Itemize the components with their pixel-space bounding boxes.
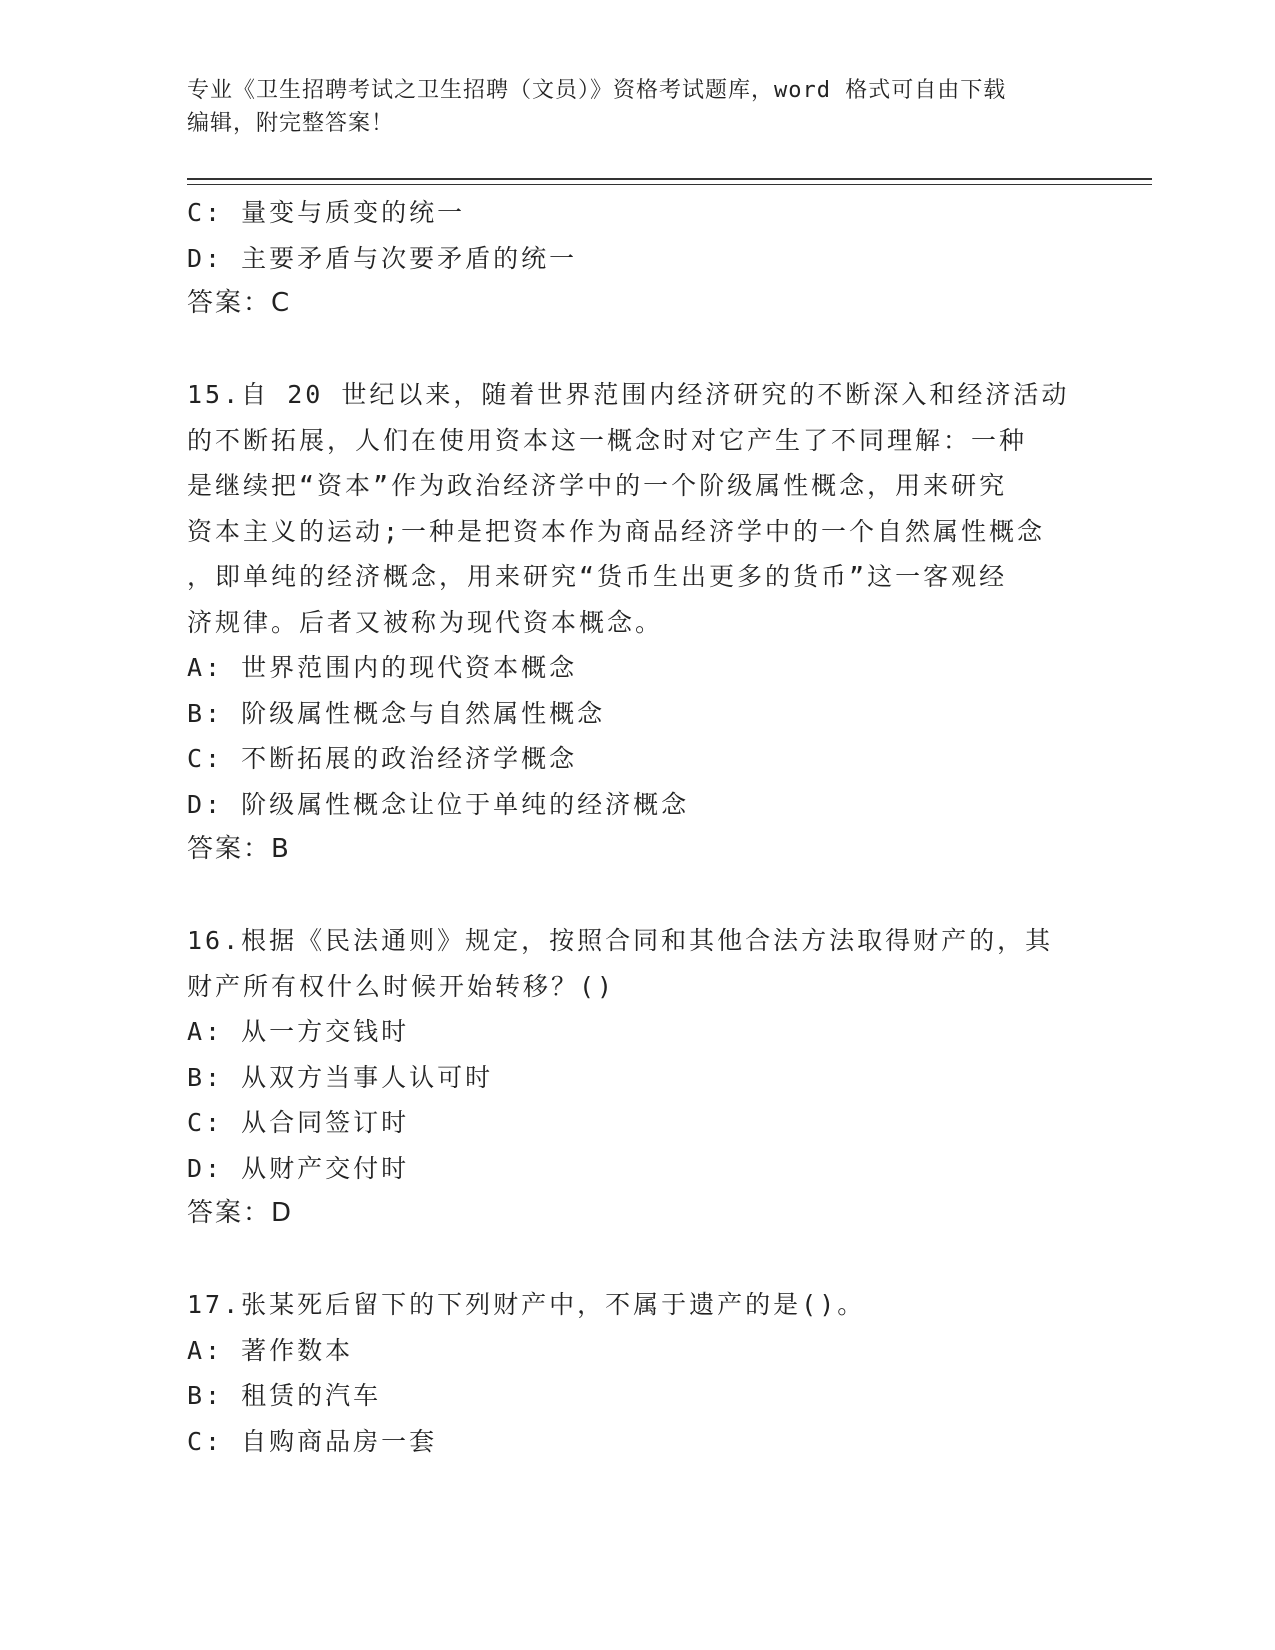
option-b: B: 租赁的汽车 [187, 1381, 382, 1410]
option-c: C: 从合同签订时 [187, 1108, 410, 1137]
answer-line: 答案：C [187, 288, 292, 318]
header-divider-thin [187, 184, 1152, 185]
question-text: ，即单纯的经济概念，用来研究“货币生出更多的货币”这一客观经 [187, 562, 1008, 591]
question-text: 的不断拓展，人们在使用资本这一概念时对它产生了不同理解：一种 [187, 425, 1028, 455]
question-block-15 [187, 372, 1087, 873]
question-block-16 [187, 918, 1087, 1237]
question-text: 财产所有权什么时候开始转移？() [187, 971, 616, 1001]
header-line: 专业《卫生招聘考试之卫生招聘（文员）》资格考试题库，word 格式可自由下载 [187, 78, 1007, 103]
question-text: 15.自 20 世纪以来，随着世界范围内经济研究的不断深入和经济活动 [187, 380, 1070, 409]
question-text: 17.张某死后留下的下列财产中，不属于遗产的是()。 [187, 1290, 866, 1319]
option-a: A: 著作数本 [187, 1335, 354, 1365]
document-body [187, 190, 1087, 1464]
question-text: 济规律。后者又被称为现代资本概念。 [187, 607, 664, 637]
option-b: B: 从双方当事人认可时 [187, 1062, 494, 1092]
option-a: A: 世界范围内的现代资本概念 [187, 653, 578, 682]
spacer [187, 327, 1087, 373]
question-block-17 [187, 1282, 1087, 1464]
document-header [187, 74, 1067, 140]
option-d: D: 阶级属性概念让位于单纯的经济概念 [187, 789, 690, 819]
spacer [187, 1237, 1087, 1283]
spacer [187, 873, 1087, 919]
question-text: 资本主义的运动;一种是把资本作为商品经济学中的一个自然属性概念 [187, 516, 1046, 546]
option-c: C: 量变与质变的统一 [187, 198, 466, 227]
question-text: 是继续把“资本”作为政治经济学中的一个阶级属性概念，用来研究 [187, 471, 1008, 500]
option-c: C: 不断拓展的政治经济学概念 [187, 744, 578, 773]
answer-line: 答案：D [187, 1198, 294, 1228]
option-a: A: 从一方交钱时 [187, 1017, 410, 1046]
question-text: 16.根据《民法通则》规定，按照合同和其他合法方法取得财产的，其 [187, 926, 1054, 955]
option-d: D: 主要矛盾与次要矛盾的统一 [187, 243, 578, 273]
option-d: D: 从财产交付时 [187, 1153, 410, 1183]
option-c: C: 自购商品房一套 [187, 1426, 438, 1456]
header-divider [187, 178, 1152, 180]
option-b: B: 阶级属性概念与自然属性概念 [187, 698, 606, 728]
answer-line: 答案：B [187, 834, 291, 864]
question-block-14 [187, 190, 1087, 327]
header-line: 编辑，附完整答案！ [187, 111, 395, 136]
